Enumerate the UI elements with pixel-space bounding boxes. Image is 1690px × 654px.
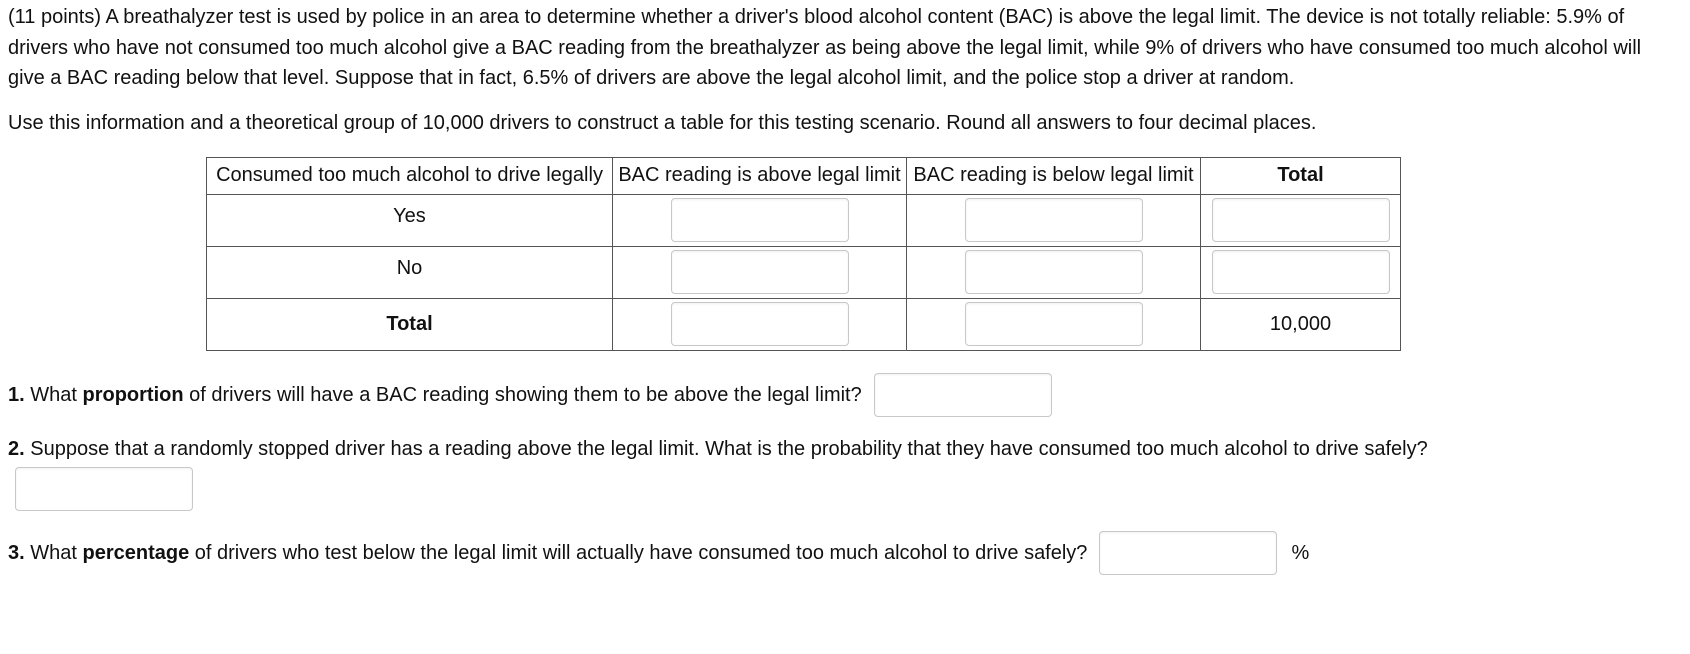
question-3-emphasis: percentage (82, 541, 190, 564)
contingency-table (206, 157, 1401, 351)
header-consumed: Consumed too much alcohol to drive legally (207, 157, 613, 194)
cell-total-above (613, 298, 907, 350)
header-above-limit: BAC reading is above legal limit (613, 157, 907, 194)
cell-yes-above (613, 194, 907, 246)
cell-no-above (613, 246, 907, 298)
question-1-pre: What (30, 383, 83, 406)
question-3 (8, 531, 1682, 575)
answer-input-yes-below[interactable] (965, 198, 1143, 242)
table-row-total (207, 298, 1401, 350)
row-label-no: No (207, 246, 613, 298)
percent-unit: % (1291, 541, 1310, 564)
question-1-post: of drivers will have a BAC reading showing them to be above the legal limit? (183, 383, 862, 406)
answer-input-no-total[interactable] (1212, 250, 1390, 294)
question-1 (8, 373, 1682, 417)
answer-input-yes-above[interactable] (671, 198, 849, 242)
cell-yes-total (1201, 194, 1401, 246)
answer-input-yes-total[interactable] (1212, 198, 1390, 242)
problem-intro: (11 points) A breathalyzer test is used by police in an area to determine whether a driver's blood alcohol content (BAC) is above the legal limit. The device is not totally reliable: 5.9% of drivers who have not consumed too much alcohol give a BAC reading from the breathalyzer as being above the legal limit, while 9% of drivers who have consumed too much alcohol will give a BAC reading below that level. Suppose that in fact, 6.5% of drivers are above the legal alcohol limit, and the police stop a driver at random. (8, 6, 1642, 89)
answer-input-no-above[interactable] (671, 250, 849, 294)
answer-input-no-below[interactable] (965, 250, 1143, 294)
question-2-answer-wrap (15, 467, 1682, 511)
problem-instructions: Use this information and a theoretical group of 10,000 drivers to construct a table for this testing scenario. Round all answers to four decimal places. (8, 111, 1317, 134)
question-1-emphasis: proportion (82, 383, 184, 406)
header-below-limit: BAC reading is below legal limit (907, 157, 1201, 194)
question-1-number: 1. (8, 383, 25, 406)
question-2 (8, 435, 1682, 463)
answer-input-total-below[interactable] (965, 302, 1143, 346)
table-row-yes (207, 194, 1401, 246)
question-2-text (8, 438, 1428, 460)
answer-input-q3[interactable] (1099, 531, 1277, 575)
question-2-body: Suppose that a randomly stopped driver has a reading above the legal limit. What is the probability that they have consumed too much alcohol to drive safely? (30, 437, 1428, 460)
answer-input-q2[interactable] (15, 467, 193, 511)
cell-no-total (1201, 246, 1401, 298)
table-row-no (207, 246, 1401, 298)
question-3-number: 3. (8, 541, 25, 564)
answer-input-q1[interactable] (874, 373, 1052, 417)
row-label-total: Total (207, 298, 613, 350)
table-header-row (207, 157, 1401, 194)
cell-yes-below (907, 194, 1201, 246)
question-2-number: 2. (8, 437, 25, 460)
row-label-yes: Yes (207, 194, 613, 246)
grand-total-value: 10,000 (1201, 298, 1401, 350)
cell-no-below (907, 246, 1201, 298)
question-3-pre: What (30, 541, 83, 564)
answer-input-total-above[interactable] (671, 302, 849, 346)
question-3-post: of drivers who test below the legal limit will actually have consumed too much alcohol to drive safely? (189, 541, 1088, 564)
header-total: Total (1201, 157, 1401, 194)
cell-total-below (907, 298, 1201, 350)
question-3-text (8, 539, 1087, 567)
question-1-text (8, 381, 862, 409)
